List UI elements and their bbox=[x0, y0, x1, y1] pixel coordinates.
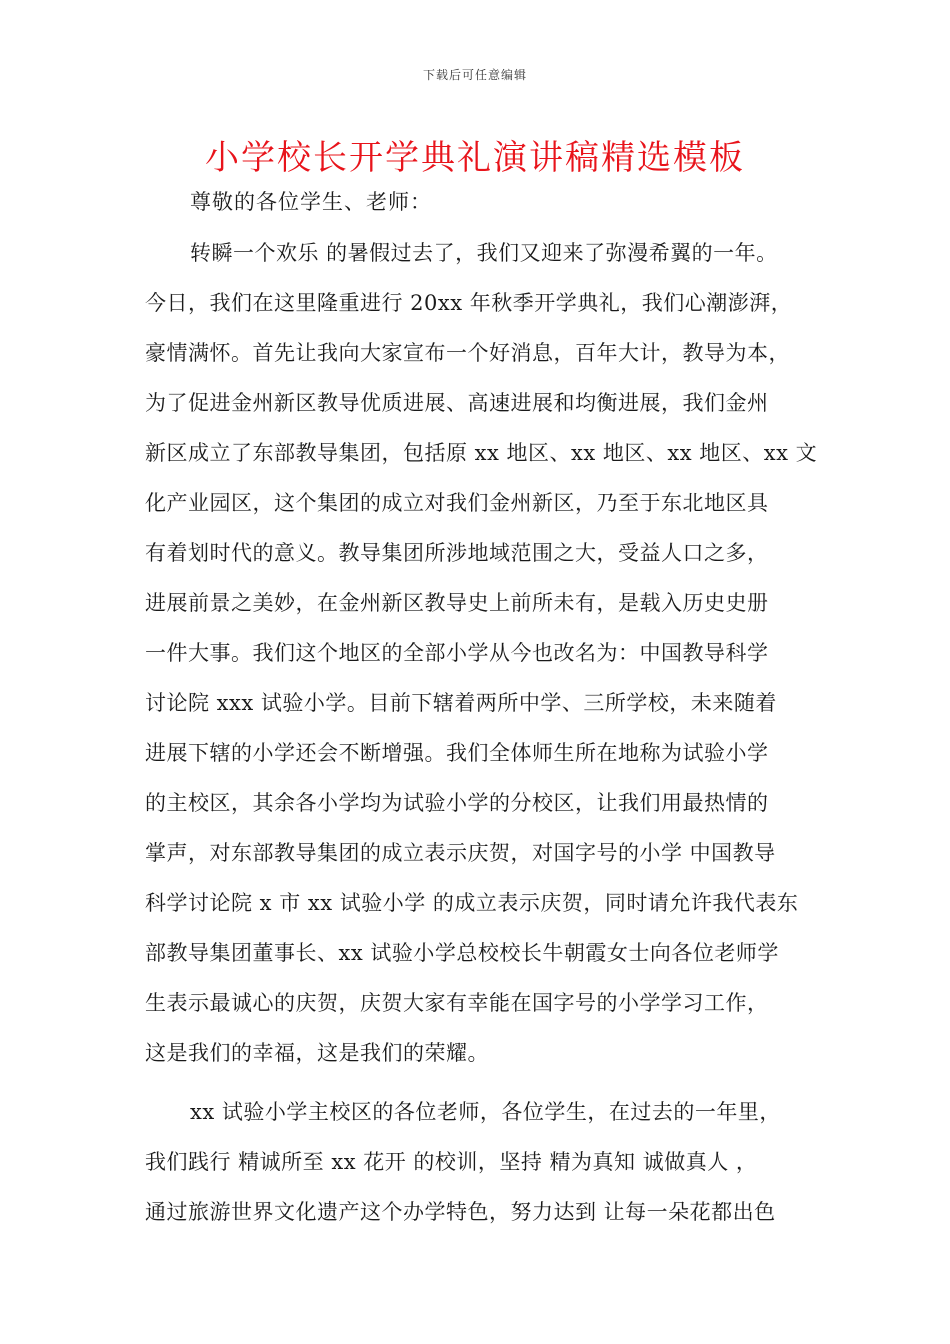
paragraph1-line: 掌声，对东部教导集团的成立表示庆贺，对国字号的小学 中国教导 bbox=[145, 841, 776, 865]
paragraph2-line: 我们践行 精诚所至 xx 花开 的校训，坚持 精为真知 诚做真人 ， bbox=[145, 1150, 758, 1174]
paragraph1-line: 的主校区，其余各小学均为试验小学的分校区，让我们用最热情的 bbox=[145, 791, 769, 815]
paragraph1-line: 化产业园区，这个集团的成立对我们金州新区，乃至于东北地区具 bbox=[145, 491, 769, 515]
paragraph1-line: 科学讨论院 x 市 xx 试验小学 的成立表示庆贺，同时请允许我代表东 bbox=[145, 891, 799, 915]
paragraph1-line: 转瞬一个欢乐 的暑假过去了，我们又迎来了弥漫希翼的一年。 bbox=[190, 241, 778, 265]
paragraph2-line: xx 试验小学主校区的各位老师，各位学生，在过去的一年里， bbox=[190, 1100, 781, 1124]
paragraph1-line: 进展下辖的小学还会不断增强。我们全体师生所在地称为试验小学 bbox=[145, 741, 769, 765]
paragraph1-line: 为了促进金州新区教导优质进展、高速进展和均衡进展，我们金州 bbox=[145, 391, 769, 415]
paragraph1-line: 今日，我们在这里隆重进行 20xx 年秋季开学典礼，我们心潮澎湃， bbox=[145, 291, 793, 315]
paragraph1-line: 生表示最诚心的庆贺，庆贺大家有幸能在国字号的小学学习工作， bbox=[145, 991, 769, 1015]
paragraph1-line: 有着划时代的意义。教导集团所涉地域范围之大，受益人口之多， bbox=[145, 541, 769, 565]
greeting-line: 尊敬的各位学生、老师： bbox=[190, 190, 432, 214]
document-title: 小学校长开学典礼演讲稿精选模板 bbox=[205, 138, 745, 178]
paragraph2-line: 通过旅游世界文化遗产这个办学特色，努力达到 让每一朵花都出色 bbox=[145, 1200, 776, 1224]
paragraph1-line: 部教导集团董事长、xx 试验小学总校校长牛朝霞女士向各位老师学 bbox=[145, 941, 779, 965]
paragraph1-line: 一件大事。我们这个地区的全部小学从今也改名为：中国教导科学 bbox=[145, 641, 769, 665]
paragraph1-line: 豪情满怀。首先让我向大家宣布一个好消息，百年大计，教导为本， bbox=[145, 341, 790, 365]
paragraph1-line: 这是我们的幸福，这是我们的荣耀。 bbox=[145, 1041, 489, 1065]
paragraph1-line: 新区成立了东部教导集团，包括原 xx 地区、xx 地区、xx 地区、xx 文 bbox=[145, 441, 818, 465]
paragraph1-line: 讨论院 xxx 试验小学。目前下辖着两所中学、三所学校，未来随着 bbox=[145, 691, 777, 715]
header-note: 下载后可任意编辑 bbox=[422, 68, 527, 82]
paragraph1-line: 进展前景之美妙，在金州新区教导史上前所未有，是载入历史史册 bbox=[145, 591, 769, 615]
